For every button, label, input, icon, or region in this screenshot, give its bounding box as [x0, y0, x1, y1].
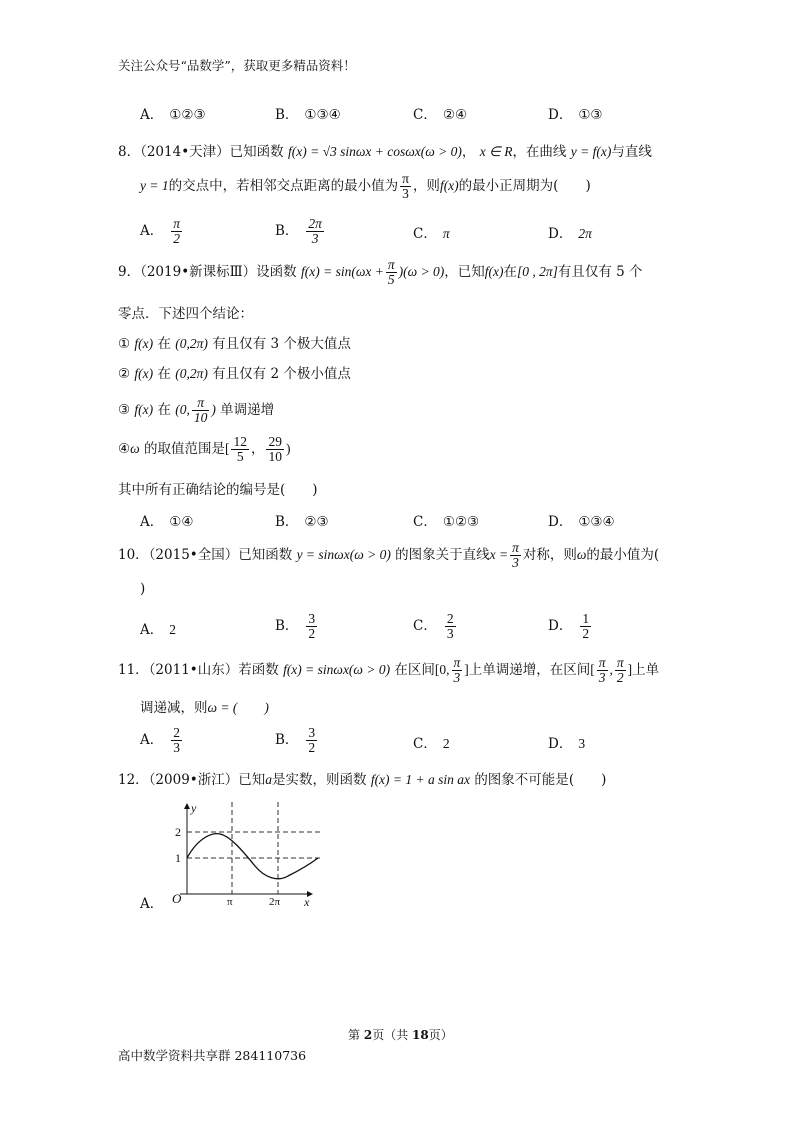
q8-option-b[interactable] [275, 217, 326, 246]
q7-option-b[interactable] [275, 103, 341, 123]
question-number: 9． [118, 264, 141, 280]
stem-text: 与直线 [611, 144, 652, 160]
x-tick-2pi: 2π [269, 896, 281, 908]
fraction: $\frac{3}{2}$ [308, 611, 316, 641]
fraction: $\frac{2}{3}$ [173, 725, 180, 755]
question-source: （2014•天津） [140, 144, 230, 160]
page-text: 页） [428, 1028, 453, 1042]
q9-option-d[interactable] [548, 510, 615, 530]
function-expr: f(x) = sinωx(ω > 0) [283, 662, 391, 677]
function-expr: )(ω > 0) [398, 264, 445, 279]
option-text: 3 [578, 736, 586, 751]
interval-expr: ) [211, 402, 216, 417]
domain-expr: x ∈ R [479, 144, 513, 159]
stem-text: 上单调递增，在区间 [468, 662, 591, 678]
option-letter: B． [275, 223, 299, 239]
page-text: 第 [348, 1028, 361, 1042]
option-letter: B． [275, 107, 299, 123]
separator: ， [250, 441, 265, 457]
page-total: 18 [412, 1028, 429, 1042]
q9-statement-2 [118, 362, 351, 382]
fraction: $\frac{\pi}{3}$ [453, 655, 461, 685]
option-text: ①④ [169, 514, 194, 530]
q8-line1 [118, 140, 652, 160]
stem-text: 调递减，则 [140, 700, 208, 716]
fraction: $\frac{\pi}{3}$ [598, 655, 606, 685]
stem-text: ， [461, 144, 476, 160]
omega-symbol: ω [130, 441, 140, 456]
q10-option-b[interactable] [275, 612, 319, 641]
q11-option-d[interactable] [548, 732, 585, 752]
fx-expr: f(x) [439, 178, 459, 193]
option-letter: C． [413, 736, 437, 752]
page-text: 页（共 [372, 1028, 409, 1042]
q10-line1 [118, 541, 659, 570]
q12-option-a-graph [160, 798, 330, 908]
stem-text: 有且仅有 2 个极小值点 [212, 366, 351, 382]
stem-text: 的图象关于直线 [395, 547, 490, 563]
fx-expr: f(x) [134, 336, 154, 351]
question-number: 11． [118, 662, 149, 678]
ask-expr: ω = ( ) [207, 700, 269, 715]
interval-expr: (0, [175, 402, 190, 417]
interval-expr: (0,2π) [175, 336, 208, 351]
option-letter: A． [140, 223, 164, 239]
q12-option-a-label[interactable]: A． [140, 896, 164, 912]
q11-line2 [140, 696, 269, 716]
stem-text: 在 [503, 264, 517, 280]
q11-option-c[interactable] [413, 732, 450, 752]
option-letter: C． [413, 107, 437, 123]
fx-expr: f(x) [134, 402, 154, 417]
q7-option-d[interactable] [548, 103, 603, 123]
function-expr: f(x) = 1 + a sin ax [370, 772, 471, 787]
page-number [348, 1026, 453, 1043]
stem-text: 的最小值为( [586, 547, 660, 563]
circle-number: ④ [118, 441, 131, 457]
q10-option-c[interactable] [413, 612, 458, 641]
q11-line1 [118, 656, 659, 685]
interval-expr: [ [590, 662, 595, 677]
interval-expr: ] [464, 662, 469, 677]
question-source: （2015•全国） [148, 547, 239, 563]
stem-text: 已知 [238, 772, 266, 788]
option-text: 2 [169, 622, 176, 637]
q10-option-d[interactable] [548, 612, 593, 641]
bracket: [ [224, 441, 230, 456]
fraction: $\frac{12}{5}$ [233, 434, 247, 464]
page-current: 2 [363, 1028, 373, 1042]
option-text: 2 [442, 736, 450, 751]
stem-text: ，已知 [444, 264, 485, 280]
option-letter: B． [275, 618, 299, 634]
interval-expr: ] [627, 662, 633, 677]
q12-line1 [118, 768, 606, 788]
interval-expr: [0 , 2π] [516, 264, 558, 279]
q9-line2: 零点．下述四个结论： [118, 306, 253, 322]
option-letter: C． [413, 226, 437, 242]
x-axis-label: x [304, 895, 310, 908]
q8-option-a[interactable] [140, 217, 184, 246]
fraction: $\frac{\pi}{10}$ [193, 395, 208, 425]
interval-expr: (0,2π) [175, 366, 208, 381]
q8-line2 [140, 172, 591, 201]
question-number: 8． [118, 144, 141, 160]
answer-paren: ( ) [568, 772, 607, 788]
option-text: ①③④ [304, 107, 341, 123]
q9-option-a[interactable] [140, 510, 193, 530]
y-tick-1: 1 [175, 851, 181, 865]
origin-label: O [172, 891, 182, 906]
stem-text: ，在曲线 [512, 144, 567, 160]
question-source: （2011•山东） [148, 662, 239, 678]
circle-number: ② [118, 366, 131, 382]
curve-expr: y = f(x) [570, 144, 612, 159]
circle-number: ① [118, 336, 131, 352]
option-text: ①③ [578, 107, 603, 123]
option-letter: A． [140, 622, 164, 638]
stem-text: 单调递增 [220, 402, 275, 418]
fraction: $\frac{\pi}{3}$ [402, 171, 409, 201]
q10-line2: ) [140, 581, 146, 597]
q9-ask: 其中所有正确结论的编号是( ) [118, 482, 318, 498]
fraction: $\frac{2}{3}$ [446, 611, 454, 641]
fraction: $\frac{\pi}{3}$ [512, 540, 519, 570]
line-expr: y = 1 [140, 178, 169, 193]
function-expr: f(x) = sin(ωx + [300, 264, 384, 279]
variable-a: a [265, 772, 273, 787]
question-number: 12． [118, 772, 149, 788]
stem-text: 有且仅有 5 个 [557, 264, 643, 280]
fraction: $\frac{3}{2}$ [308, 725, 316, 755]
fraction: $\frac{1}{2}$ [582, 611, 590, 641]
option-letter: C． [413, 618, 437, 634]
stem-text: 在 [157, 402, 171, 418]
q11-option-a[interactable] [140, 726, 184, 755]
stem-text: 的取值范围是 [143, 441, 225, 457]
stem-text: 的最小正周期为( ) [458, 178, 591, 194]
fx-expr: f(x) [484, 264, 504, 279]
q9-statement-4 [118, 435, 290, 464]
stem-text: 的交点中，若相邻交点距离的最小值为 [168, 178, 399, 194]
q10-option-a[interactable] [140, 618, 176, 638]
q9-statement-3 [118, 396, 274, 425]
option-letter: C． [413, 514, 437, 530]
circle-number: ③ [118, 402, 131, 418]
option-letter: D． [548, 514, 573, 530]
fraction: $\frac{\pi}{2}$ [616, 655, 624, 685]
option-letter: A． [140, 107, 164, 123]
q11-option-b[interactable] [275, 726, 319, 755]
interval-expr: [0, [434, 662, 450, 677]
fraction: $\frac{29}{10}$ [268, 434, 282, 464]
option-letter: B． [275, 732, 299, 748]
y-tick-2: 2 [175, 825, 181, 839]
fraction: $\frac{2\pi}{3}$ [308, 216, 322, 246]
q9-option-b[interactable] [275, 510, 329, 530]
stem-text: 的图象不可能是 [474, 772, 569, 788]
stem-text: 有且仅有 3 个极大值点 [212, 336, 351, 352]
option-letter: A． [140, 514, 164, 530]
question-number: 10． [118, 547, 149, 563]
stem-text: 是实数，则函数 [272, 772, 367, 788]
q9-line1 [118, 258, 643, 287]
line-expr: x = [489, 547, 509, 562]
stem-text: 在区间 [394, 662, 435, 678]
stem-text: 对称，则 [522, 547, 577, 563]
option-letter: D． [548, 226, 573, 242]
stem-text: 上单 [632, 662, 660, 678]
omega-symbol: ω [576, 547, 587, 562]
stem-text: 在 [157, 366, 171, 382]
option-letter: B． [275, 514, 299, 530]
q7-option-a[interactable] [140, 103, 206, 123]
option-text: ②③ [304, 514, 329, 530]
option-text: π [442, 226, 450, 241]
option-letter: D． [548, 736, 573, 752]
bracket: ) [285, 441, 291, 456]
question-source: （2009•浙江） [148, 772, 239, 788]
header-notice: 关注公众号“品数学”，获取更多精品资料！ [118, 58, 356, 73]
question-source: （2019•新课标Ⅲ） [140, 264, 257, 280]
footer-group: 高中数学资料共享群 284110736 [118, 1048, 307, 1063]
option-text: ②④ [442, 107, 468, 123]
stem-text: 若函数 [238, 662, 279, 678]
fraction: $\frac{\pi}{2}$ [173, 216, 181, 246]
x-tick-pi: π [227, 896, 233, 908]
q9-statement-1 [118, 332, 351, 352]
function-expr: f(x) = √3 sinωx + cosωx(ω > 0) [287, 144, 462, 159]
fx-expr: f(x) [134, 366, 154, 381]
function-expr: y = sinωx(ω > 0) [296, 547, 391, 562]
stem-text: 已知函数 [229, 144, 284, 160]
q8-option-c[interactable] [413, 222, 450, 242]
stem-text: 设函数 [256, 264, 297, 280]
stem-text: ，则 [412, 178, 440, 194]
q7-option-c[interactable] [413, 103, 467, 123]
option-letter: A． [140, 732, 164, 748]
y-axis-label: y [191, 801, 197, 815]
option-letter: D． [548, 618, 573, 634]
option-letter: D． [548, 107, 573, 123]
fraction: $\frac{\pi}{5}$ [387, 257, 395, 287]
q8-option-d[interactable] [548, 222, 592, 242]
sine-curve [187, 834, 318, 879]
stem-text: 在 [157, 336, 171, 352]
option-text: ①③④ [578, 514, 615, 530]
option-text: ①②③ [442, 514, 480, 530]
option-text: ①②③ [169, 107, 206, 123]
option-text: 2π [578, 226, 592, 241]
separator: , [609, 662, 613, 677]
q9-option-c[interactable] [413, 510, 479, 530]
stem-text: 已知函数 [238, 547, 293, 563]
